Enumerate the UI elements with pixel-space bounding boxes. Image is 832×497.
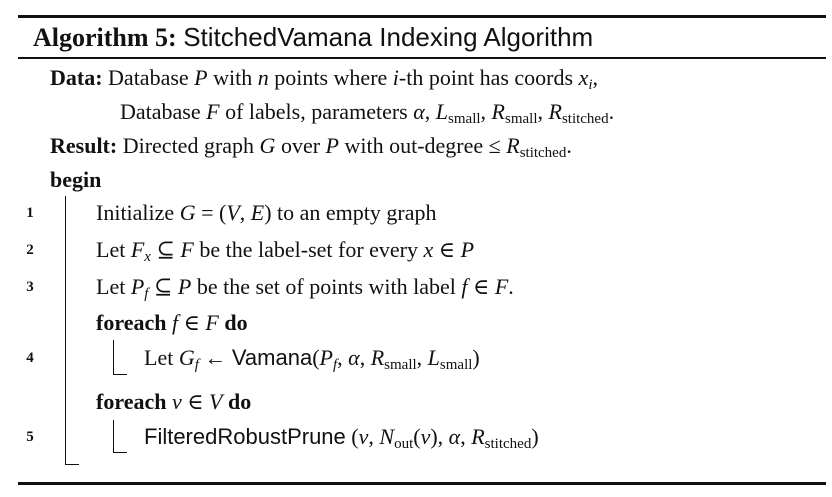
math-var: R: [506, 133, 520, 158]
text: Let: [144, 345, 179, 370]
math-var: R: [471, 424, 485, 449]
text: ,: [359, 345, 371, 370]
line-number: 1: [26, 205, 34, 221]
math-var: L: [427, 345, 440, 370]
math-var: F: [205, 310, 219, 335]
data-line-1: [50, 63, 598, 93]
math-var: F: [494, 274, 509, 299]
text: ,: [416, 345, 428, 370]
math-var: f: [461, 274, 468, 299]
math-sub: out: [394, 436, 414, 452]
data-label: Data:: [50, 65, 103, 90]
math-var: v: [171, 389, 182, 414]
keyword: foreach: [96, 389, 167, 414]
math-var: G: [179, 200, 196, 225]
math-var: v: [420, 424, 431, 449]
math-var: i: [392, 65, 399, 90]
math-var: G: [178, 345, 195, 370]
math-sub: stitched: [561, 111, 609, 127]
text: Initialize: [96, 200, 180, 225]
foreach-1-bar: [113, 340, 114, 374]
text: ,: [424, 99, 436, 124]
text: ←: [198, 345, 232, 370]
foreach-label: [96, 387, 251, 417]
text: over: [275, 133, 326, 158]
math-var: x: [578, 65, 589, 90]
math-var: G: [259, 133, 276, 158]
foreach-2-foot: [113, 452, 127, 453]
text: be the label-set for every: [193, 237, 424, 262]
math-var: N: [379, 424, 395, 449]
math-var: n: [257, 65, 269, 90]
math-var: x: [423, 237, 434, 262]
result-label: Result:: [50, 133, 118, 158]
begin-block-foot: [65, 464, 79, 465]
math-sub: small: [439, 357, 473, 373]
foreach-label: [96, 308, 248, 338]
text: ⊆: [150, 237, 181, 262]
math-var: P: [325, 133, 339, 158]
text: (: [345, 424, 359, 449]
text: ,: [480, 99, 492, 124]
text: ): [531, 424, 539, 449]
foreach-1-foot: [113, 374, 127, 375]
step-3: [96, 272, 514, 302]
line-number: 3: [26, 279, 34, 295]
text: (: [413, 424, 421, 449]
math-var: F: [206, 99, 220, 124]
line-number: 2: [26, 242, 34, 258]
text: points where: [268, 65, 393, 90]
title-rule: [18, 57, 826, 59]
text: ∈: [433, 237, 461, 262]
text: ,: [368, 424, 380, 449]
math-var: F: [180, 237, 194, 262]
text: -th point has coords: [398, 65, 579, 90]
data-line-2: [120, 97, 614, 127]
math-var: P: [460, 237, 475, 262]
math-var: V: [226, 200, 240, 225]
text: .: [566, 133, 572, 158]
math-var: α: [448, 424, 461, 449]
math-var: E: [250, 200, 265, 225]
math-sub: small: [448, 111, 481, 127]
text: .: [608, 99, 615, 124]
text: ,: [337, 345, 349, 370]
text: ∈: [178, 310, 206, 335]
bottom-rule: [18, 482, 826, 485]
math-var: L: [435, 99, 449, 124]
math-sub: stitched: [484, 436, 532, 452]
text: ,: [537, 99, 549, 124]
text: ∈: [467, 274, 495, 299]
text: ⊆: [148, 274, 178, 299]
math-sub: x: [144, 249, 151, 265]
text: .: [508, 274, 514, 299]
math-sub: small: [504, 111, 538, 127]
step-5: [144, 422, 539, 452]
text: ∈: [181, 389, 210, 414]
math-var: f: [171, 310, 179, 335]
math-var: V: [209, 389, 223, 414]
function-name: Vamana: [231, 345, 313, 370]
text: Let: [96, 237, 131, 262]
text: Let: [96, 274, 131, 299]
function-name: FilteredRobustPrune: [144, 424, 346, 449]
math-var: α: [348, 345, 360, 370]
math-sub: small: [384, 357, 417, 373]
step-1: [96, 198, 437, 228]
math-sub: i: [588, 77, 593, 93]
begin-keyword: begin: [50, 167, 102, 192]
math-sub: f: [332, 357, 338, 373]
keyword: do: [224, 310, 248, 335]
text: ),: [430, 424, 449, 449]
begin-block-bar: [65, 196, 66, 464]
foreach-2-bar: [113, 420, 114, 452]
text: = (: [195, 200, 227, 225]
text: with out-degree ≤: [338, 133, 507, 158]
math-var: P: [130, 274, 145, 299]
math-var: P: [194, 65, 208, 90]
text: ,: [460, 424, 472, 449]
text: with: [207, 65, 258, 90]
math-var: R: [548, 99, 562, 124]
keyword: foreach: [96, 310, 167, 335]
math-sub: stitched: [519, 145, 567, 161]
result-line: [50, 131, 572, 161]
step-4: [144, 343, 480, 373]
text: ,: [239, 200, 251, 225]
text: ): [472, 345, 480, 370]
text: of labels, parameters: [219, 99, 414, 124]
math-var: R: [370, 345, 385, 370]
algorithm-title: [33, 18, 593, 56]
text: Directed graph: [122, 133, 260, 158]
text: be the set of points with label: [191, 274, 462, 299]
text: ,: [592, 65, 598, 90]
text: ) to an empty graph: [264, 200, 437, 225]
keyword: do: [227, 389, 252, 414]
text: Database: [120, 99, 207, 124]
math-sub: f: [144, 286, 149, 302]
math-sub: f: [194, 357, 199, 373]
line-number: 4: [26, 350, 34, 366]
math-var: P: [319, 345, 333, 370]
math-var: α: [413, 99, 425, 124]
math-var: R: [491, 99, 505, 124]
line-number: 5: [26, 429, 34, 445]
math-var: v: [358, 424, 369, 449]
text: (: [312, 345, 320, 370]
text: Database: [108, 65, 195, 90]
math-var: P: [177, 274, 192, 299]
algorithm-name: StitchedVamana Indexing Algorithm: [183, 22, 594, 52]
step-2: [96, 235, 474, 265]
math-var: F: [130, 237, 145, 262]
algorithm-label: Algorithm 5:: [33, 23, 177, 52]
